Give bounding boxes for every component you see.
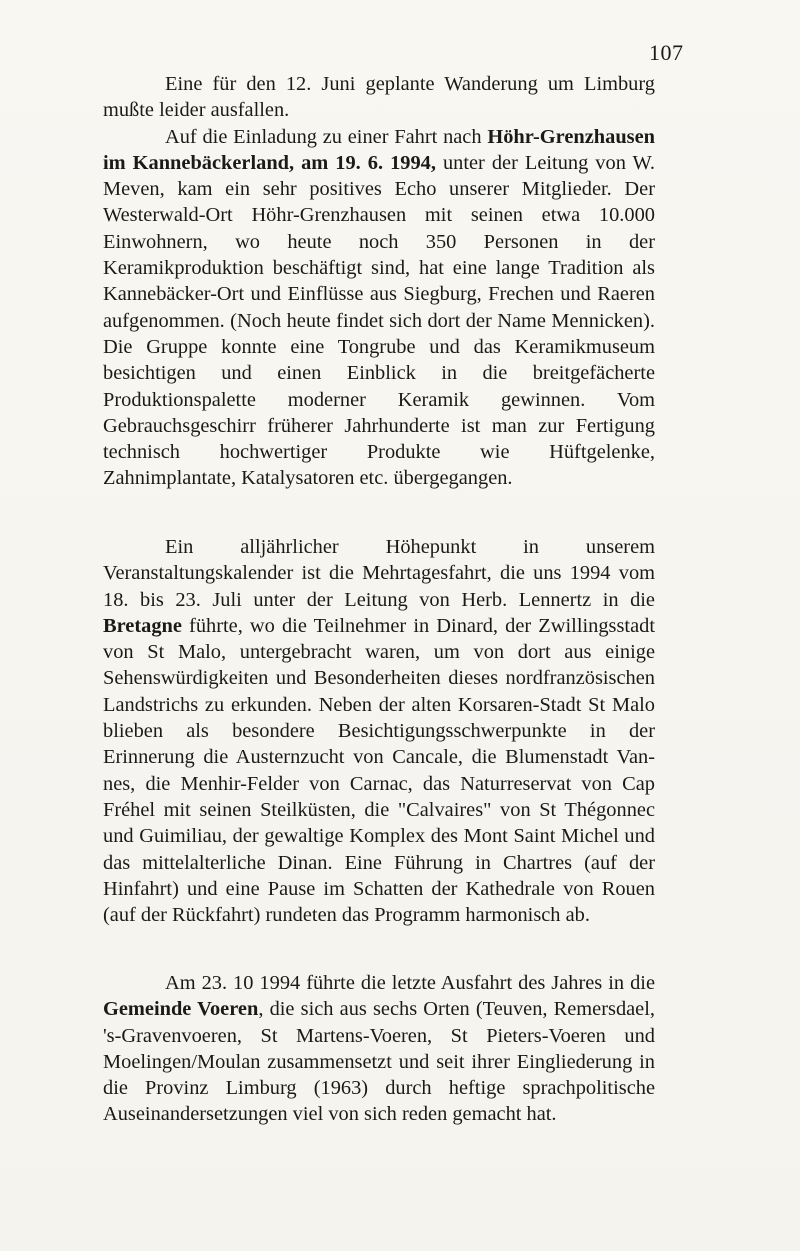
text-block (103, 71, 655, 492)
paragraph (103, 71, 655, 124)
bold-text-run: Bretagne (103, 614, 182, 637)
bold-text-run: Gemeinde Voeren (103, 998, 259, 1021)
paragraph (103, 970, 655, 1128)
paragraph (103, 124, 655, 492)
text-run: Eine für den 12. Juni geplante Wanderung um Limburg mußte leider ausfallen. (103, 73, 655, 122)
text-run: unter der Leitung von W. Meven, kam ein sehr positives Echo unserer Mitglieder. Der Westerwald-Ort Höhr-Grenzhausen mit seinen etwa 10.000 Einwohnern, wo heute noch 350 Personen in der Keramikproduktion beschäftigt sind, hat eine lange Tradition als Kannebäcker-Ort und Einflüsse aus Siegburg, Frechen und Raeren aufgenommen. (Noch heute findet sich dort der Name Mennicken). Die Gruppe konnte eine Tongrube und das Keramikmuseum besichtigen und einen Einblick in die breitgefächerte Produktionspalette moderner Keramik gewinnen. Vom Gebrauchsgeschirr früherer Jahrhunderte ist man zur Fertigung technisch hochwertiger Produkte wie Hüftgelenke, Zahnimplantate, Katalysatoren etc. übergegangen. (103, 151, 655, 490)
page-number: 107 (649, 40, 684, 65)
text-run: Ein alljährlicher Höhepunkt in unserem Veranstaltungskalender ist die Mehrtagesfahrt, die uns 1994 vom 18. bis 23. Juli unter der Leitung von Herb. Lennertz in die (103, 536, 655, 611)
bold-text-run: Höhr-Grenzhausen im Kannebäckerland, am 19. 6. 1994, (103, 125, 655, 174)
text-run: , die sich aus sechs Orten (Teuven, Remersdael, 's-Gravenvoeren, St Martens-Voeren, St Pieters-Voeren und Moelingen/Moulan zusammensetzt und seit ihrer Eingliederung in die Provinz Limburg (1963) durch heftige sprachpolitische Auseinandersetzungen viel von sich reden gemacht hat. (103, 998, 655, 1126)
paragraph (103, 534, 655, 928)
text-block (103, 970, 655, 1128)
text-run: Am 23. 10 1994 führte die letzte Ausfahrt des Jahres in die (165, 972, 655, 994)
text-run: Auf die Einladung zu einer Fahrt nach (165, 125, 488, 148)
text-run: führte, wo die Teilnehmer in Dinard, der Zwillingsstadt von St Malo, untergebracht waren, um von dort aus einige Sehenswürdigkeiten und Besonderheiten dieses nordfranzösischen Landstrichs zu erkunden. Neben der alten Korsaren-Stadt St Malo blieben als besondere Besichtigungsschwerpunkte in der Erinnerung die Austernzucht von Cancale, die Blumenstadt Vannes, die Menhir-Felder von Carnac, das Naturreservat von Cap Fréhel mit seinen Steilküsten, die "Calvaires" von St Thégonnec und Guimiliau, der gewaltige Komplex des Mont Saint Michel und das mittelalterliche Dinan. Eine Führung in Chartres (auf der Hinfahrt) und eine Pause im Schatten der Kathedrale von Rouen (auf der Rückfahrt) rundeten das Programm harmonisch ab. (103, 614, 655, 927)
text-block (103, 534, 655, 928)
